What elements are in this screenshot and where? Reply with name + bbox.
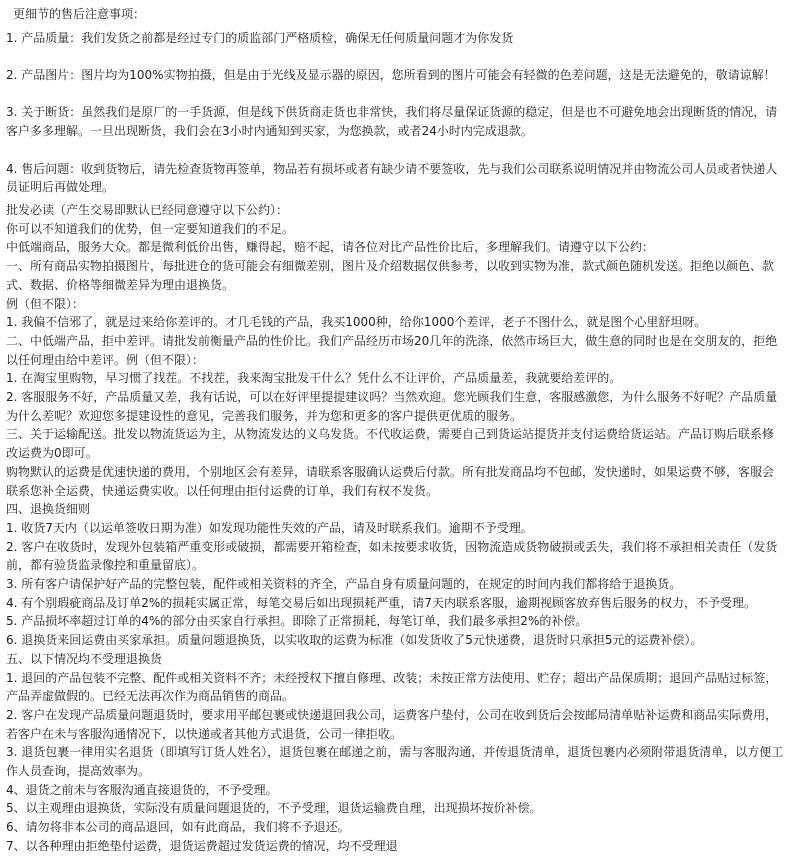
rule-paragraph: 购物默认的运费是优速快递的费用，个别地区会有差异，请联系客服确认运费后付款。所有批发商品均不包邮，发快递时，如果运费不够，客服会联系您补全运费，快递运费实收。以任何理由拒付运费的订单，我们有权不发货。 [6,464,775,498]
rule-paragraph: 7、以各种理由拒绝垫付运费，退货运费超过发货运费的情况，均不受理退 [6,838,398,853]
rule-paragraph: 一、所有商品实物拍摄图片，每批进仓的货可能会有细微差别，图片及介绍数据仅供参考，以收到实物为准，款式颜色随机发送。拒绝以颜色、款式、数据、价格等细微差异为理由退换货。 [6,259,775,292]
note-stockout: 3. 关于断货：虽然我们是原厂的一手货源，但是线下供货商走货也非常快，我们将尽量保证货源的稳定，但是也不可避免地会出现断货的情况，请客户多多理解。一旦出现断货，我们会在3小时内通知到买家，为您换款，或者24小时内完成退款。 [6,105,778,139]
rule-paragraph: 2. 客户在收货时，发现外包装箱严重变形或破损，都需要开箱检查，如未按要求收货，因物流造成货物破损或丢失，我们将不承担相关责任（发货前，都有验货监录像控和重量留底）。 [6,539,778,573]
after-sales-document [6,5,784,856]
rule-paragraph: 批发必读（产生交易即默认已经同意遵守以下公约）： [6,202,289,217]
rule-paragraph: 五、以下情况均不受理退换货 [6,651,163,666]
notes-section [6,29,784,197]
note-images: 2. 产品图片：图片均为100%实物拍摄，但是由于光线及显示器的原因，您所看到的图片可能会有轻微的色差问题，这是无法避免的，敬请谅解！ [6,68,776,83]
rule-paragraph: 1. 退回的产品包装不完整、配件或相关资料不齐；未经授权下擅自修理、改装；未按正常方法使用、贮存；超出产品保质期；退回产品贴过标签，产品弄虚做假的。已经无法再次作为商品销售的商品。 [6,670,778,704]
rule-paragraph: 6、请勿将非本公司的商品退回，如有此商品，我们将不予退还。 [6,820,350,835]
rule-paragraph: 4. 有个别瑕疵商品及订单2%的损耗实属正常，每笔交易后如出现损耗严重，请7天内联系客服，逾期视顾客放弃售后服务的权力，不予受理。 [6,595,756,610]
rule-paragraph: 2. 客服服务不好，产品质量又差，我有话说，可以在好评里提提建议吗？当然欢迎。您光顾我们生意，客服感激您，为什么服务不好呢？产品质量为什么差呢？欢迎您多提建设性的意见，完善我们服务，并为您和更多的客户提供更优质的服务。 [6,390,778,423]
rule-paragraph: 四、退换货细则 [6,502,91,517]
rule-paragraph: 6. 退换货来回运费由买家承担。质量问题退换货，以实收取的运费为标准（如发货收了5元快递费，退货时只承担5元的运费补偿）。 [6,633,703,648]
rule-paragraph: 三、关于运输配送。批发以物流货运为主，从物流发达的义乌发货。不代收运费，需要自己到货运站提货并支付运费给货运站。产品订购后联系修改运费为0即可。 [6,427,775,461]
rule-paragraph: 3. 退货包裹一律用实名退货（即填写订货人姓名），退货包裹在邮递之前，需与客服沟通，并传退货清单，退货包裹内必须附带退货清单，以方便工作人员查询，提高效率为。 [6,745,784,779]
rule-paragraph: 1. 收货7天内（以运单签收日期为准）如发现功能性失效的产品，请及时联系我们。逾期不予受理。 [6,520,533,535]
rule-paragraph: 例（但不限）： [6,296,85,311]
rule-paragraph: 1. 在淘宝里购物，早习惯了找茬。不找茬，我来淘宝批发干什么？凭什么不让评价，产品质量差，我就要给差评的。 [6,371,622,386]
rule-paragraph: 中低端商品，服务大众。都是微利低价出售，赚得起，赔不起，请各位对比产品性价比后，多理解我们。请遵守以下公约： [6,240,655,255]
rule-paragraph: 二、中低端产品，拒中差评。请批发前衡量产品的性价比。我们产品经历市场20几年的洗涤，依然市场巨大，做生意的同时也是在交朋友的，拒绝以任何理由给中差评。例（但不限）： [6,333,778,367]
rule-paragraph: 5、以主观理由退换货，实际没有质量问题退货的，不予受理，退货运输费自理，出现损坏按价补偿。 [6,801,542,816]
note-quality: 1. 产品质量：我们发货之前都是经过专门的质监部门严格质检，确保无任何质量问题才为你发货 [6,30,514,45]
rule-paragraph: 3. 所有客户请保护好产品的完整包装，配件或相关资料的齐全，产品自身有质量问题的，在规定的时间内我们都将给于退换货。 [6,577,682,592]
rule-paragraph: 1. 我偏不信邪了，就是过来给你差评的。才几毛钱的产品，我买1000种，给你1000个差评，老子不图什么，就是图个心里舒坦呀。 [6,315,707,330]
wholesale-rules-section [6,201,784,856]
rule-paragraph: 5. 产品损坏率超过订单的4%的部分由买家自行承担。即除了正常损耗，每笔订单，我们最多承担2%的补偿。 [6,614,588,629]
document-title: 更细节的售后注意事项： [13,7,146,21]
rule-paragraph: 2. 客户在发现产品质量问题退货时，要求用平邮包裹或快递退回我公司，运费客户垫付，公司在收到货后会按邮局清单贴补运费和商品实际费用，若客户在未与客服沟通情况下，以快递或者其他方式退货，公司一律拒收。 [6,707,778,741]
rule-paragraph: 你可以不知道我们的优势，但一定要知道我们的不足。 [6,221,295,236]
rule-paragraph: 4、退货之前未与客服沟通直接退货的，不予受理。 [6,782,278,797]
note-after-sales: 4. 售后问题：收到货物后，请先检查货物再签单，物品若有损坏或者有缺少请不要签收，先与我们公司联系说明情况并由物流公司人员或者快递人员证明后再做处理。 [6,161,778,195]
